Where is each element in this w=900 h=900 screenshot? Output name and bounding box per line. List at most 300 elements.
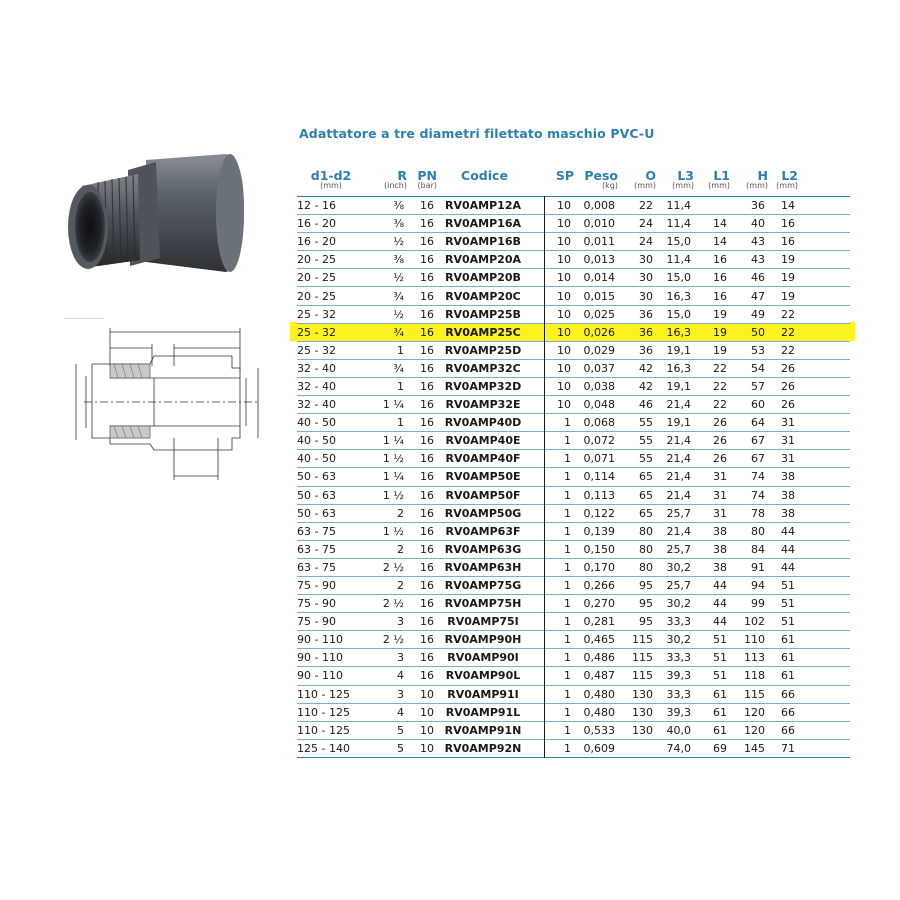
cell-peso: 0,139: [583, 524, 615, 538]
cell-pn: 16: [420, 343, 434, 357]
cell-l3: 16,3: [666, 289, 691, 303]
cell-spacer: [798, 341, 850, 359]
cell-l3: 19,1: [666, 379, 691, 393]
cell-peso: 0,609: [583, 741, 615, 755]
cell-o: 80: [639, 560, 653, 574]
cell-l2: 38: [781, 488, 795, 502]
cell-l3: 33,3: [666, 651, 691, 665]
cell-pn: 16: [420, 289, 434, 303]
cell-sp: 1: [544, 595, 574, 613]
cell-code: RV0AMP75G: [444, 579, 522, 593]
cell-r: 1: [397, 379, 404, 393]
cell-sp: 1: [544, 540, 574, 558]
cell-l2: 51: [781, 597, 795, 611]
cell-l1: 51: [713, 669, 727, 683]
cell-pn: 10: [420, 687, 434, 701]
cell-r: 2: [397, 542, 404, 556]
cell-r: 1 ¼: [382, 470, 404, 484]
cell-spacer: [798, 377, 850, 395]
cell-h: 99: [751, 597, 765, 611]
cell-spacer: [798, 323, 850, 341]
cell-r: 1 ¼: [382, 398, 404, 412]
cell-r: ⅜: [393, 217, 404, 231]
cell-o: 115: [632, 669, 653, 683]
cell-l2: 26: [781, 398, 795, 412]
cell-spacer: [798, 667, 850, 685]
cell-pn: 16: [420, 325, 434, 339]
cell-l3: 21,4: [666, 470, 691, 484]
table-row: [297, 432, 850, 450]
cell-l3: 11,4: [666, 217, 691, 231]
cell-spacer: [798, 287, 850, 305]
cell-r: 2 ½: [382, 633, 404, 647]
col-header-h: H: [757, 167, 768, 183]
cell-l2: 22: [781, 307, 795, 321]
cell-spacer: [798, 468, 850, 486]
cell-spacer: [532, 269, 544, 287]
cell-l2: 61: [781, 651, 795, 665]
cell-o: 42: [639, 361, 653, 375]
cell-peso: 0,025: [583, 307, 615, 321]
cell-code: RV0AMP63F: [445, 524, 521, 538]
cell-sp: 10: [544, 251, 574, 269]
cell-pn: 16: [420, 361, 434, 375]
cell-spacer: [532, 359, 544, 377]
cell-o: 22: [639, 199, 653, 213]
cell-spacer: [532, 739, 544, 757]
cell-l1: 61: [713, 723, 727, 737]
cell-l2: 51: [781, 615, 795, 629]
cell-l3: 15,0: [666, 271, 691, 285]
table-row: [297, 287, 850, 305]
cell-h: 36: [751, 199, 765, 213]
cell-l1: 51: [713, 633, 727, 647]
cell-o: 46: [639, 398, 653, 412]
cell-h: 91: [751, 560, 765, 574]
table-row: [297, 197, 850, 215]
cell-sp: 10: [544, 233, 574, 251]
cell-l2: 38: [781, 470, 795, 484]
cell-l1: 14: [713, 235, 727, 249]
table-unit-row: [297, 182, 850, 197]
cell-d: 16 - 20: [297, 217, 336, 231]
cell-peso: 0,480: [583, 687, 615, 701]
table-row: [297, 739, 850, 757]
table-row: [297, 341, 850, 359]
cell-spacer: [798, 703, 850, 721]
cell-sp: 1: [544, 667, 574, 685]
cell-l3: 39,3: [666, 669, 691, 683]
cell-l2: 16: [781, 235, 795, 249]
cell-o: 130: [632, 687, 653, 701]
cell-spacer: [532, 450, 544, 468]
cell-spacer: [532, 613, 544, 631]
cell-d: 40 - 50: [297, 416, 336, 430]
cell-h: 78: [751, 506, 765, 520]
cell-r: 5: [397, 741, 404, 755]
cell-l3: 30,2: [666, 560, 691, 574]
cell-peso: 0,026: [583, 325, 615, 339]
cell-r: ¾: [393, 361, 404, 375]
cell-peso: 0,029: [583, 343, 615, 357]
cell-h: 43: [751, 253, 765, 267]
cell-o: 55: [639, 434, 653, 448]
cell-code: RV0AMP91I: [447, 687, 519, 701]
cell-code: RV0AMP63H: [444, 560, 522, 574]
cell-code: RV0AMP63G: [444, 542, 522, 556]
cell-pn: 16: [420, 271, 434, 285]
cell-spacer: [798, 450, 850, 468]
col-header-l2: L2: [781, 167, 798, 183]
cell-h: 120: [744, 723, 765, 737]
cell-code: RV0AMP20C: [445, 289, 521, 303]
cell-l1: 38: [713, 524, 727, 538]
cell-pn: 16: [420, 217, 434, 231]
cell-l1: 22: [713, 361, 727, 375]
table-row: [297, 305, 850, 323]
cell-o: 36: [639, 343, 653, 357]
cell-l3: 33,3: [666, 615, 691, 629]
cell-l3: 21,4: [666, 524, 691, 538]
cell-l1: 19: [713, 307, 727, 321]
cell-l3: 16,3: [666, 325, 691, 339]
cell-code: RV0AMP40E: [445, 434, 521, 448]
cell-pn: 16: [420, 560, 434, 574]
cell-sp: 10: [544, 215, 574, 233]
cell-h: 80: [751, 524, 765, 538]
table-row: [297, 703, 850, 721]
cell-sp: 10: [544, 396, 574, 414]
cell-l3: 19,1: [666, 416, 691, 430]
cell-l1: 31: [713, 470, 727, 484]
cell-d: 75 - 90: [297, 615, 336, 629]
cell-pn: 16: [420, 452, 434, 466]
cell-peso: 0,122: [583, 506, 615, 520]
cell-sp: 1: [544, 685, 574, 703]
cell-r: 1: [397, 416, 404, 430]
cell-h: 118: [744, 669, 765, 683]
cell-sp: 10: [544, 359, 574, 377]
col-header-peso: Peso: [584, 167, 618, 183]
cell-r: 1 ½: [382, 452, 404, 466]
cell-l1: 44: [713, 615, 727, 629]
cell-r: ⅜: [393, 253, 404, 267]
cell-spacer: [532, 377, 544, 395]
cell-spacer: [798, 359, 850, 377]
cell-h: 145: [744, 741, 765, 755]
cell-peso: 0,487: [583, 669, 615, 683]
cell-h: 115: [744, 687, 765, 701]
cell-l1: 19: [713, 325, 727, 339]
cell-d: 20 - 25: [297, 253, 336, 267]
cell-l3: 25,7: [666, 542, 691, 556]
cell-pn: 16: [420, 579, 434, 593]
cell-l1: 14: [713, 217, 727, 231]
cell-code: RV0AMP90H: [444, 633, 522, 647]
cell-l1: 38: [713, 542, 727, 556]
cell-l3: 25,7: [666, 579, 691, 593]
cell-code: RV0AMP16A: [445, 217, 521, 231]
cell-pn: 16: [420, 669, 434, 683]
cell-peso: 0,038: [583, 379, 615, 393]
cell-d: 110 - 125: [297, 687, 350, 701]
cell-d: 90 - 110: [297, 651, 343, 665]
col-unit-peso: (kg): [602, 181, 618, 190]
cell-d: 110 - 125: [297, 705, 350, 719]
cell-o: 95: [639, 597, 653, 611]
cell-h: 74: [751, 470, 765, 484]
cell-r: 4: [397, 705, 404, 719]
cell-l1: 26: [713, 452, 727, 466]
table-row: [297, 396, 850, 414]
cell-l1: 16: [713, 271, 727, 285]
cell-l2: 19: [781, 289, 795, 303]
cell-o: 30: [639, 271, 653, 285]
cell-h: 47: [751, 289, 765, 303]
cell-l2: 61: [781, 669, 795, 683]
col-header-l1: L1: [713, 167, 730, 183]
cell-pn: 16: [420, 199, 434, 213]
cell-pn: 16: [420, 307, 434, 321]
cell-spacer: [532, 667, 544, 685]
cell-l3: 39,3: [666, 705, 691, 719]
cell-peso: 0,114: [583, 470, 615, 484]
cell-d: 75 - 90: [297, 597, 336, 611]
cell-spacer: [798, 685, 850, 703]
cell-d: 50 - 63: [297, 470, 336, 484]
cell-l1: 19: [713, 343, 727, 357]
cell-l1: 61: [713, 687, 727, 701]
cell-h: 40: [751, 217, 765, 231]
cell-o: 65: [639, 488, 653, 502]
cell-d: 50 - 63: [297, 506, 336, 520]
cell-spacer: [798, 540, 850, 558]
cell-code: RV0AMP90I: [447, 651, 519, 665]
cell-d: 50 - 63: [297, 488, 336, 502]
table-row: [297, 359, 850, 377]
cell-o: 80: [639, 524, 653, 538]
cell-l2: 66: [781, 687, 795, 701]
cell-l2: 14: [781, 199, 795, 213]
cell-spacer: [798, 197, 850, 215]
cell-pn: 16: [420, 524, 434, 538]
cell-peso: 0,533: [583, 723, 615, 737]
cell-r: ½: [393, 307, 404, 321]
table-row: [297, 558, 850, 576]
cell-l2: 31: [781, 416, 795, 430]
cell-l3: 16,3: [666, 361, 691, 375]
cell-l2: 44: [781, 524, 795, 538]
cell-d: 25 - 32: [297, 307, 336, 321]
cell-l2: 38: [781, 506, 795, 520]
cell-spacer: [532, 305, 544, 323]
cell-r: ½: [393, 235, 404, 249]
cell-h: 54: [751, 361, 765, 375]
cell-spacer: [532, 576, 544, 594]
cell-l3: 11,4: [666, 253, 691, 267]
cell-o: 95: [639, 615, 653, 629]
cell-sp: 1: [544, 468, 574, 486]
cell-peso: 0,281: [583, 615, 615, 629]
cell-peso: 0,072: [583, 434, 615, 448]
cell-peso: 0,486: [583, 651, 615, 665]
cell-spacer: [798, 233, 850, 251]
col-unit-r: (inch): [383, 181, 407, 190]
cell-d: 110 - 125: [297, 723, 350, 737]
cell-spacer: [798, 414, 850, 432]
cell-d: 16 - 20: [297, 235, 336, 249]
cell-h: 49: [751, 307, 765, 321]
cell-spacer: [798, 215, 850, 233]
cell-d: 125 - 140: [297, 741, 350, 755]
col-header-d: d1-d2: [310, 167, 352, 183]
cell-spacer: [532, 504, 544, 522]
cell-peso: 0,011: [583, 235, 615, 249]
cell-r: ¾: [393, 325, 404, 339]
cell-h: 50: [751, 325, 765, 339]
table-row: [297, 377, 850, 395]
cell-d: 63 - 75: [297, 542, 336, 556]
cell-l3: 21,4: [666, 398, 691, 412]
cell-o: 30: [639, 289, 653, 303]
cell-h: 43: [751, 235, 765, 249]
cell-code: RV0AMP32E: [445, 398, 521, 412]
cell-d: 40 - 50: [297, 434, 336, 448]
cell-r: 3: [397, 615, 404, 629]
cell-code: RV0AMP32D: [444, 379, 522, 393]
cell-o: 65: [639, 470, 653, 484]
cell-pn: 16: [420, 506, 434, 520]
cell-spacer: [532, 631, 544, 649]
cell-l1: 16: [713, 289, 727, 303]
cell-spacer: [798, 721, 850, 739]
cell-d: 32 - 40: [297, 361, 336, 375]
cell-peso: 0,048: [583, 398, 615, 412]
cell-h: 53: [751, 343, 765, 357]
cell-peso: 0,170: [583, 560, 615, 574]
cell-pn: 16: [420, 235, 434, 249]
cell-peso: 0,071: [583, 452, 615, 466]
cell-o: 130: [632, 705, 653, 719]
cell-l2: 16: [781, 217, 795, 231]
cell-d: 32 - 40: [297, 398, 336, 412]
cell-spacer: [532, 703, 544, 721]
cell-sp: 10: [544, 341, 574, 359]
cell-l3: 11,4: [666, 199, 691, 213]
cell-sp: 1: [544, 558, 574, 576]
cell-o: 24: [639, 217, 653, 231]
cell-peso: 0,270: [583, 597, 615, 611]
table-row: [297, 667, 850, 685]
cell-pn: 16: [420, 633, 434, 647]
cell-d: 75 - 90: [297, 579, 336, 593]
cell-code: RV0AMP50G: [444, 506, 522, 520]
cell-spacer: [532, 396, 544, 414]
cell-l2: 71: [781, 741, 795, 755]
cell-sp: 1: [544, 649, 574, 667]
cell-l3: 25,7: [666, 506, 691, 520]
col-header-o: O: [645, 167, 656, 183]
cell-spacer: [532, 649, 544, 667]
cell-code: RV0AMP91L: [445, 705, 521, 719]
cell-code: RV0AMP20A: [445, 253, 521, 267]
table-row: [297, 215, 850, 233]
cell-sp: 1: [544, 703, 574, 721]
cell-l2: 26: [781, 361, 795, 375]
cell-l1: 31: [713, 488, 727, 502]
cell-spacer: [532, 721, 544, 739]
cell-code: RV0AMP40D: [444, 416, 522, 430]
cell-spacer: [532, 486, 544, 504]
cell-l3: 30,2: [666, 597, 691, 611]
table-row: [297, 233, 850, 251]
cell-r: 1 ½: [382, 488, 404, 502]
cell-peso: 0,480: [583, 705, 615, 719]
col-unit-d: (mm): [320, 181, 342, 190]
cell-l3: 74,0: [666, 741, 691, 755]
cell-spacer: [532, 323, 544, 341]
cell-pn: 16: [420, 379, 434, 393]
col-header-l3: L3: [677, 167, 694, 183]
cell-r: 2 ½: [382, 560, 404, 574]
cell-l1: 16: [713, 253, 727, 267]
cell-spacer: [532, 341, 544, 359]
cell-l3: 21,4: [666, 488, 691, 502]
cell-r: 2: [397, 506, 404, 520]
cell-sp: 1: [544, 414, 574, 432]
cell-spacer: [532, 558, 544, 576]
cell-code: RV0AMP40F: [445, 452, 521, 466]
col-unit-l3: (mm): [672, 181, 694, 190]
table-row: [297, 631, 850, 649]
cell-r: 1: [397, 343, 404, 357]
cell-peso: 0,150: [583, 542, 615, 556]
cell-spacer: [798, 432, 850, 450]
cell-spacer: [798, 251, 850, 269]
col-unit-pn: (bar): [417, 181, 437, 190]
table-row: [297, 685, 850, 703]
col-unit-h: (mm): [746, 181, 768, 190]
cell-pn: 10: [420, 705, 434, 719]
cell-spacer: [532, 287, 544, 305]
cell-l2: 22: [781, 325, 795, 339]
cell-spacer: [798, 269, 850, 287]
cell-l1: 31: [713, 506, 727, 520]
cell-sp: 1: [544, 721, 574, 739]
cell-peso: 0,015: [583, 289, 615, 303]
cell-h: 64: [751, 416, 765, 430]
col-header-pn: PN: [417, 167, 437, 183]
cell-l2: 19: [781, 253, 795, 267]
cell-l2: 22: [781, 343, 795, 357]
cell-o: 30: [639, 253, 653, 267]
cell-code: RV0AMP90L: [445, 669, 521, 683]
cell-r: 1 ¼: [382, 434, 404, 448]
cell-peso: 0,113: [583, 488, 615, 502]
cell-h: 74: [751, 488, 765, 502]
cell-o: 115: [632, 651, 653, 665]
col-header-r: R: [397, 167, 407, 183]
table-row: [297, 649, 850, 667]
cell-h: 57: [751, 379, 765, 393]
cell-o: 95: [639, 579, 653, 593]
cell-r: 2 ½: [382, 597, 404, 611]
cell-spacer: [798, 649, 850, 667]
cell-o: 36: [639, 307, 653, 321]
cell-code: RV0AMP91N: [444, 723, 522, 737]
cell-code: RV0AMP16B: [445, 235, 521, 249]
cell-code: RV0AMP25B: [445, 307, 521, 321]
